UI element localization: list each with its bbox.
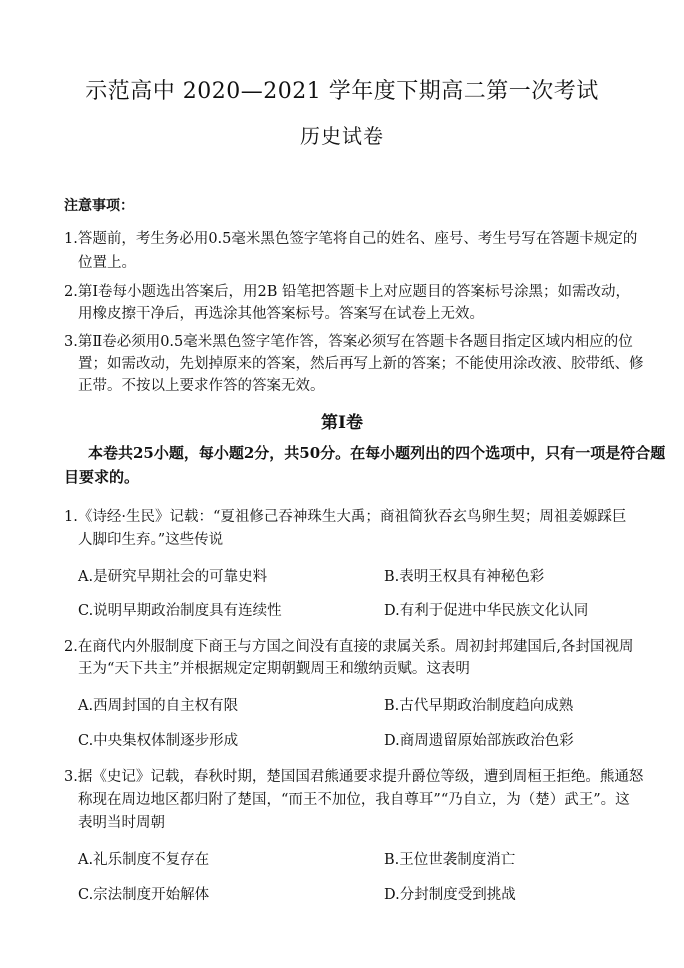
notice-item-2-line-2: 用橡皮擦干净后，再选涂其他答案标号。答案写在试卷上无效。 bbox=[78, 306, 484, 322]
exam-title: 示范高中 2020—2021 学年度下期高二第一次考试 bbox=[85, 79, 599, 104]
notice-heading: 注意事项： bbox=[64, 198, 134, 214]
question-2-stem-line-1: 2.在商代内外服制度下商王与方国之间没有直接的隶属关系。周初封邦建国后,各封国视周 bbox=[64, 639, 634, 655]
question-2-stem-line-2: 王为“天下共主”并根据规定定期朝觐周王和缴纳贡赋。这表明 bbox=[78, 661, 470, 677]
question-2-option-a[interactable]: A.西周封国的自主权有限 bbox=[78, 698, 239, 714]
section-title: 第Ⅰ卷 bbox=[321, 413, 363, 433]
notice-item-3-line-1: 3.第Ⅱ卷必须用0.5毫米黑色签字笔作答，答案必须写在答题卡各题目指定区域内相应的位 bbox=[64, 334, 633, 350]
question-1-stem-line-2: 人脚印生弃。”这些传说 bbox=[78, 532, 224, 548]
question-1-option-b[interactable]: B.表明王权具有神秘色彩 bbox=[384, 569, 545, 585]
question-2-option-d[interactable]: D.商周遗留原始部族政治色彩 bbox=[384, 733, 574, 749]
question-1-option-c[interactable]: C.说明早期政治制度具有连续性 bbox=[78, 603, 282, 619]
question-3-stem-line-2: 称现在周边地区都归附了楚国，“而王不加位，我自尊耳”“乃自立，为（楚）武王”。这 bbox=[78, 792, 630, 808]
section-intro-line-2: 目要求的。 bbox=[64, 468, 140, 486]
notice-item-2-line-1: 2.第Ⅰ卷每小题选出答案后，用2B 铅笔把答题卡上对应题目的答案标号涂黑；如需改动， bbox=[64, 284, 631, 300]
question-2-option-b[interactable]: B.古代早期政治制度趋向成熟 bbox=[384, 698, 574, 714]
notice-item-1-line-1: 1.答题前，考生务必用0.5毫米黑色签字笔将自己的姓名、座号、考生号写在答题卡规定的 bbox=[64, 231, 638, 247]
exam-subtitle: 历史试卷 bbox=[300, 124, 384, 148]
question-3-option-c[interactable]: C.宗法制度开始解体 bbox=[78, 887, 210, 903]
question-2-option-c[interactable]: C.中央集权体制逐步形成 bbox=[78, 733, 239, 749]
question-3-stem-line-3: 表明当时周朝 bbox=[78, 815, 165, 831]
question-1-stem-line-1: 1.《诗经·生民》记载：“夏祖修己吞神珠生大禹；商祖简狄吞玄鸟卵生契；周祖姜嫄踩巨 bbox=[64, 509, 627, 525]
question-3-stem-line-1: 3.据《史记》记载，春秋时期，楚国国君熊通要求提升爵位等级，遭到周桓王拒绝。熊通怒 bbox=[64, 769, 644, 785]
question-1-option-a[interactable]: A.是研究早期社会的可靠史料 bbox=[78, 569, 268, 585]
notice-item-1-line-2: 位置上。 bbox=[78, 255, 136, 271]
question-1-option-d[interactable]: D.有利于促进中华民族文化认同 bbox=[384, 603, 589, 619]
notice-item-3-line-2: 置；如需改动，先划掉原来的答案，然后再写上新的答案；不能使用涂改液、胶带纸、修 bbox=[78, 356, 644, 372]
question-3-option-a[interactable]: A.礼乐制度不复存在 bbox=[78, 852, 210, 868]
question-3-option-d[interactable]: D.分封制度受到挑战 bbox=[384, 887, 516, 903]
notice-item-3-line-3: 正带。不按以上要求作答的答案无效。 bbox=[78, 378, 325, 394]
section-intro-line-1: 本卷共25小题，每小题2分，共50分。在每小题列出的四个选项中，只有一项是符合题 bbox=[88, 444, 666, 462]
question-3-option-b[interactable]: B.王位世袭制度消亡 bbox=[384, 852, 516, 868]
